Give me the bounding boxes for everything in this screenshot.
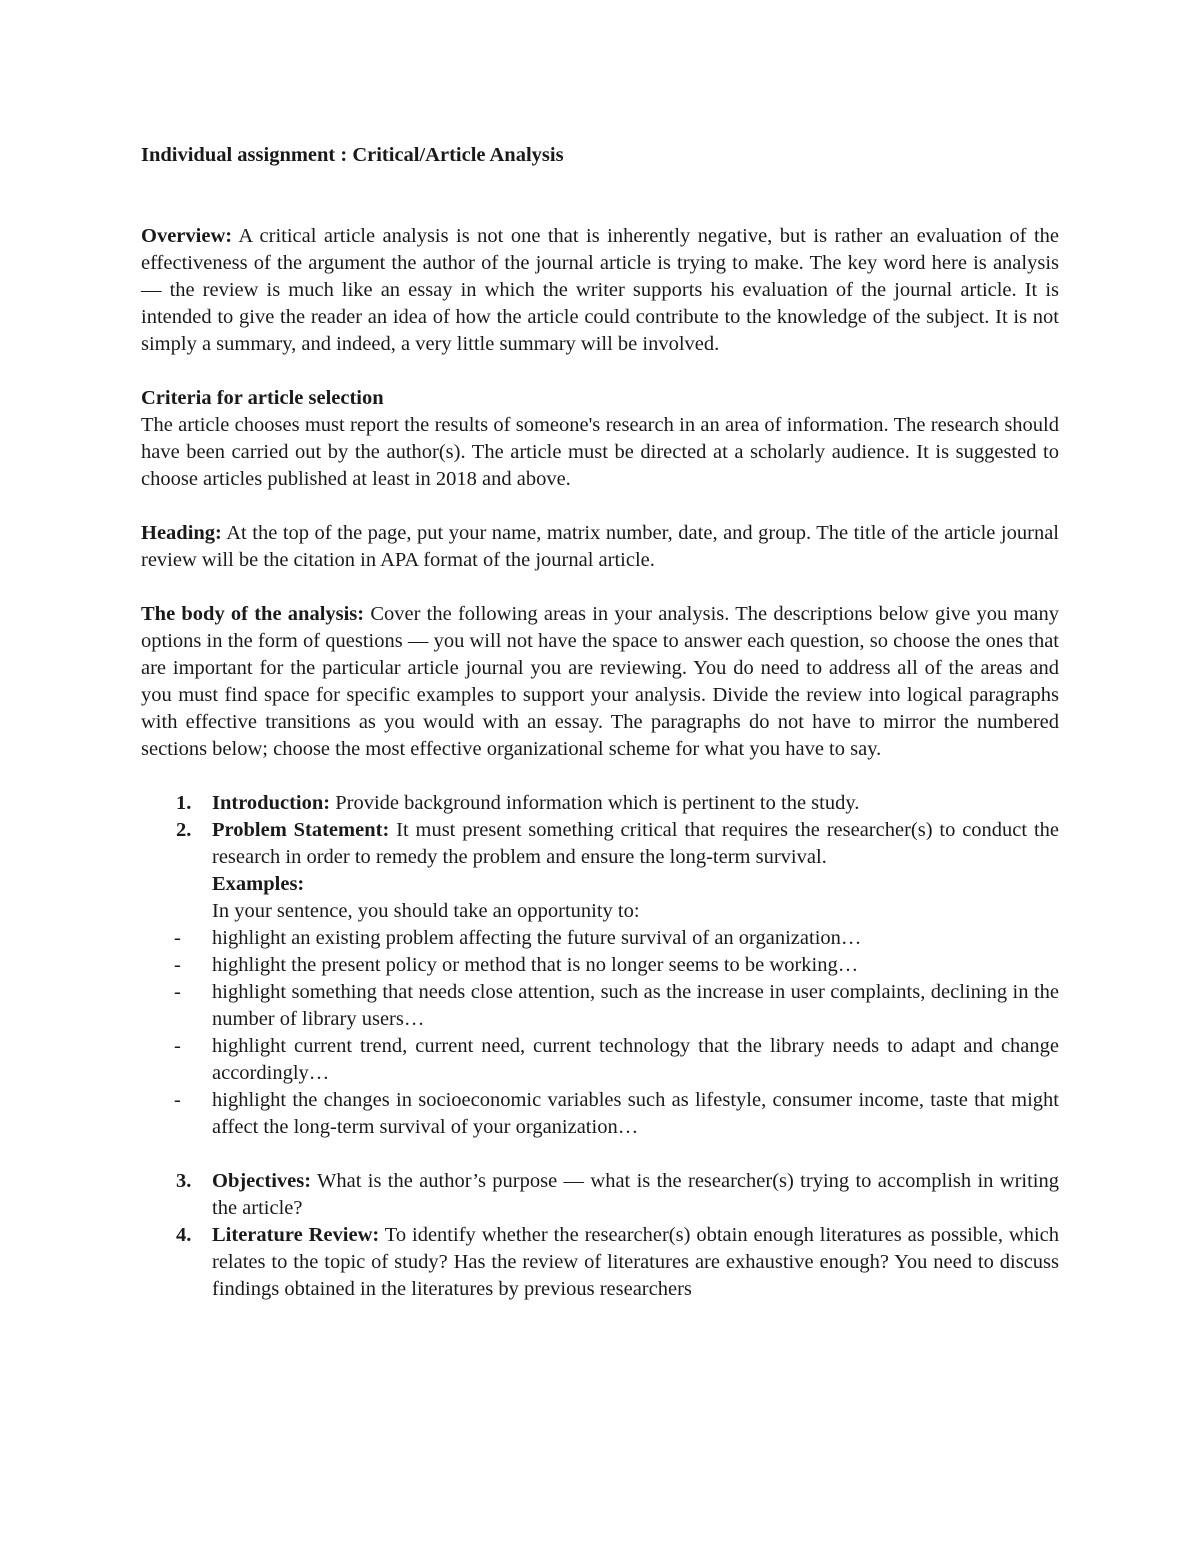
- heading-paragraph: [141, 520, 1059, 574]
- document-title: Individual assignment : Critical/Article Analysis: [141, 144, 564, 166]
- heading-label: Heading:: [141, 522, 222, 544]
- overview-paragraph: [141, 223, 1059, 358]
- item-label: Introduction:: [212, 792, 331, 814]
- item-label: Objectives:: [212, 1170, 312, 1192]
- example-item: - highlight something that needs close attention, such as the increase in user complaints, declining in the number of library users…: [174, 981, 1059, 1030]
- criteria-heading: Criteria for article selection: [141, 387, 384, 409]
- list-item-problem-statement: [141, 817, 1059, 1168]
- examples-label: Examples:: [212, 873, 305, 895]
- item-text: It must present something critical that requires the researcher(s) to conduct the research in order to remedy the problem and ensure the long-term survival.: [212, 819, 1059, 868]
- list-number: 1.: [176, 792, 192, 814]
- item-label: Literature Review:: [212, 1224, 380, 1246]
- analysis-areas-list: [141, 790, 1059, 1303]
- example-item: - highlight the changes in socioeconomic variables such as lifestyle, consumer income, taste that might affect the long-term survival of your organization…: [174, 1089, 1059, 1138]
- criteria-paragraph: The article chooses must report the results of someone's research in an area of information. The research should have been carried out by the author(s). The article must be directed at a scholarly audience. It is suggested to choose articles published at least in 2018 and above.: [141, 414, 1059, 490]
- list-number: 4.: [176, 1224, 192, 1246]
- item-label: Problem Statement:: [212, 819, 390, 841]
- examples-intro: In your sentence, you should take an opportunity to:: [212, 900, 640, 922]
- heading-text: At the top of the page, put your name, matrix number, date, and group. The title of the article journal review will be the citation in APA format of the journal article.: [141, 522, 1059, 571]
- body-label: The body of the analysis:: [141, 603, 365, 625]
- overview-label: Overview:: [141, 225, 233, 247]
- item-text: Provide background information which is pertinent to the study.: [330, 792, 860, 814]
- list-number: 3.: [176, 1170, 192, 1192]
- example-item: - highlight an existing problem affecting the future survival of an organization…: [174, 927, 862, 949]
- list-item-introduction: [141, 790, 1059, 817]
- body-paragraph: [141, 601, 1059, 763]
- example-item: - highlight the present policy or method that is no longer seems to be working…: [174, 954, 859, 976]
- list-number: 2.: [176, 819, 192, 841]
- list-item-objectives: [141, 1168, 1059, 1222]
- item-text: What is the author’s purpose — what is the researcher(s) trying to accomplish in writing the article?: [212, 1170, 1059, 1219]
- overview-text: A critical article analysis is not one that is inherently negative, but is rather an evaluation of the effectiveness of the argument the author of the journal article is trying to make. The key word here is analysis — the review is much like an essay in which the writer supports his evaluation of the journal article. It is intended to give the reader an idea of how the article could contribute to the knowledge of the subject. It is not simply a summary, and indeed, a very little summary will be involved.: [141, 225, 1059, 355]
- example-item: - highlight current trend, current need, current technology that the library needs to adapt and change accordingly…: [174, 1035, 1059, 1084]
- list-item-literature-review: [141, 1222, 1059, 1303]
- examples-list: [141, 925, 1059, 1141]
- item-text: To identify whether the researcher(s) obtain enough literatures as possible, which relates to the topic of study? Has the review of literatures are exhaustive enough? You need to discuss findings obtained in the literatures by previous researchers: [212, 1224, 1059, 1300]
- document-page: [141, 142, 1059, 1303]
- body-text: Cover the following areas in your analysis. The descriptions below give you many options in the form of questions — you will not have the space to answer each question, so choose the ones that are important for the particular article journal you are reviewing. You do need to address all of the areas and you must find space for specific examples to support your analysis. Divide the review into logical paragraphs with effective transitions as you would with an essay. The paragraphs do not have to mirror the numbered sections below; choose the most effective organizational scheme for what you have to say.: [141, 603, 1059, 760]
